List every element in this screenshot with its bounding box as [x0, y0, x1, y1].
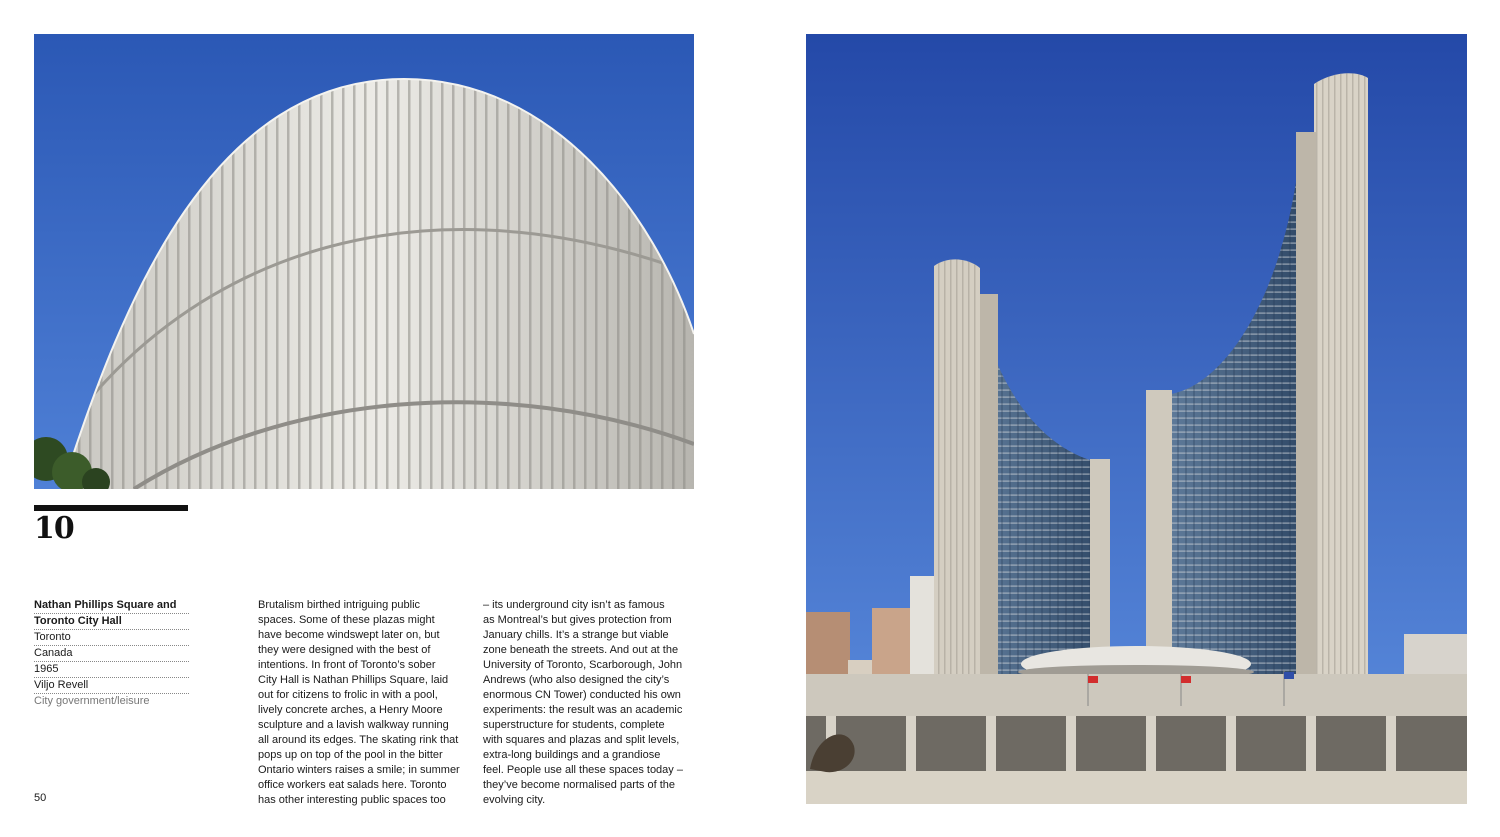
text-line: as Montreal’s but gives protection from — [483, 614, 672, 626]
entry-country: Canada — [34, 646, 189, 662]
text-line: out for citizens to frolic in with a pool, — [258, 689, 438, 701]
text-line: they’ve become normalised parts of the — [483, 779, 675, 791]
entry-title-line-2: Toronto City Hall — [34, 614, 189, 630]
text-line: – its underground city isn’t as famous — [483, 599, 665, 611]
text-line: experiments: the result was an academic — [483, 704, 683, 716]
photo-toronto-city-hall — [806, 34, 1467, 804]
text-line: intentions. In front of Toronto’s sober — [258, 659, 436, 671]
text-line: has other interesting public spaces too — [258, 794, 446, 806]
entry-info — [34, 598, 189, 709]
text-line: spaces. Some of these plazas might — [258, 614, 435, 626]
body-text-column-2 — [483, 598, 693, 808]
text-line: City Hall is Nathan Phillips Square, laid — [258, 674, 449, 686]
text-line: University of Toronto, Scarborough, John — [483, 659, 683, 671]
page-number: 50 — [34, 792, 47, 804]
text-line: January chills. It’s a strange but viable — [483, 629, 669, 641]
entry-number: 10 — [34, 511, 74, 546]
text-line: Ontario winters raises a smile; in summer — [258, 764, 460, 776]
text-line: have become windswept later on, but — [258, 629, 440, 641]
text-line: Andrews (who also designed the city’s — [483, 674, 670, 686]
entry-architect: Viljo Revell — [34, 678, 189, 694]
text-line: Brutalism birthed intriguing public — [258, 599, 421, 611]
text-line: feel. People use all these spaces today – — [483, 764, 683, 776]
photo-city-hall-tower-detail — [34, 34, 694, 489]
body-text-column-1 — [258, 598, 468, 808]
text-line: zone beneath the streets. And out at the — [483, 644, 679, 656]
entry-year: 1965 — [34, 662, 189, 678]
text-line: sculpture and a lavish walkway running — [258, 719, 449, 731]
text-line: all around its edges. The skating rink that — [258, 734, 459, 746]
text-line: office workers eat salads here. Toronto — [258, 779, 447, 791]
entry-city: Toronto — [34, 630, 189, 646]
entry-category: City government/leisure — [34, 695, 150, 707]
entry-title-line-1: Nathan Phillips Square and — [34, 598, 189, 614]
text-line: superstructure for students, complete — [483, 719, 665, 731]
text-line: they were designed with the best of — [258, 644, 431, 656]
text-line: lively concrete arches, a Henry Moore — [258, 704, 443, 716]
text-line: extra-long buildings and a grandiose — [483, 749, 661, 761]
text-line: with squares and plazas and split levels, — [483, 734, 680, 746]
text-line: pops up on top of the pool in the bitter — [258, 749, 443, 761]
text-line: evolving city. — [483, 794, 546, 806]
text-line: enormous CN Tower) conducted his own — [483, 689, 681, 701]
